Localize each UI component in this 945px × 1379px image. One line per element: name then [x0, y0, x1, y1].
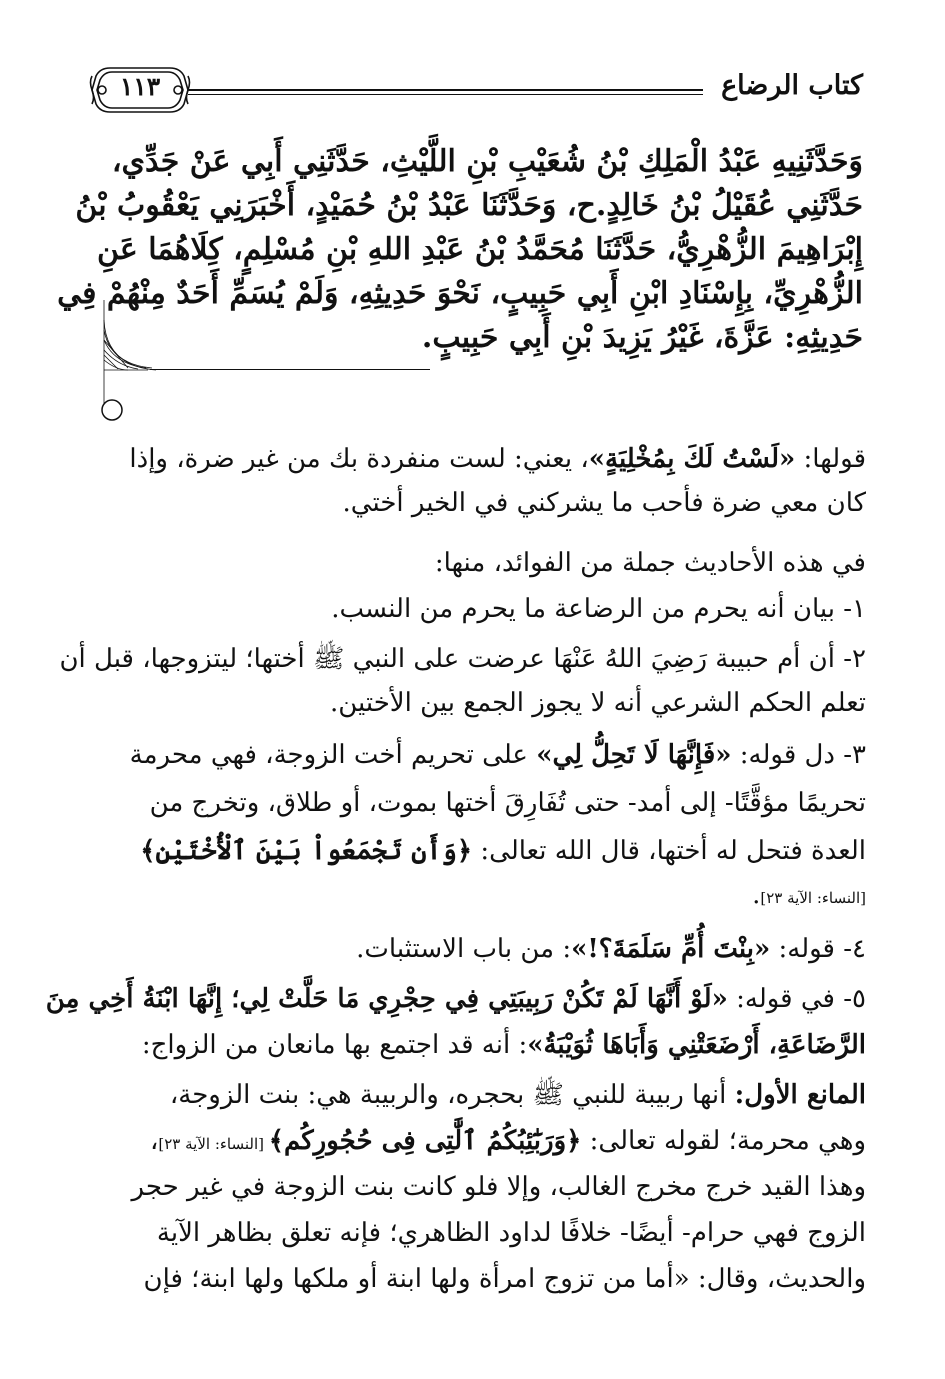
section-label: المانع الأول: — [734, 1080, 866, 1110]
text-segment: ٥- في قوله: — [727, 984, 866, 1014]
page-number: ١١٣ — [119, 72, 161, 101]
text-segment: قولها: — [795, 444, 866, 474]
quran-verse: ﴿وَرَبَٰٓئِبُكُمُ ٱلَّٰتِى فِى حُجُورِكُم﴾ — [268, 1126, 582, 1156]
chapter-title: كتاب الرضاع — [721, 70, 863, 101]
text-segment: ، يعني: لست منفردة بك من غير ضرة، وإذا — [129, 444, 589, 474]
list-item: ٢- أن أم حبيبة رَضِيَ اللهُ عَنْهَا عرضت على النبي ﷺ أختها؛ ليتزوجها، قبل أن — [59, 644, 866, 674]
text-segment: وهي محرمة؛ لقوله تعالى: — [581, 1126, 866, 1156]
text-segment: ، — [149, 1126, 159, 1156]
text-line — [129, 440, 866, 478]
verse-citation: [النساء: الآية ٢٣] — [158, 1135, 269, 1153]
list-item: ١- بيان أنه يحرم من الرضاعة ما يحرم من النسب. — [331, 594, 866, 624]
text-line — [140, 832, 866, 870]
text-segment: ٤- قوله: — [770, 934, 866, 964]
quoted-phrase: «فَإِنَّهَا لَا تَحِلُّ لِي» — [536, 740, 732, 770]
text-line — [752, 876, 866, 917]
hadith-line: إِبْرَاهِيمَ الزُّهْرِيُّ، حَدَّثَنَا مُحَمَّدُ بْنُ عَبْدِ اللهِ بْنِ مُسْلِمٍ، كِلَاهُمَا عَنِ — [97, 232, 863, 267]
quoted-phrase: الرَّضَاعَةِ، أَرْضَعَتْنِي وَأَبَاهَا ثُوَيْبَةُ» — [527, 1030, 866, 1060]
hadith-end-rule — [150, 369, 430, 370]
text-segment: : من باب الاستثبات. — [356, 934, 572, 964]
quoted-phrase: «لَوْ أَنَّهَا لَمْ تَكُنْ رَبِيبَتِي فِي حِجْرِي مَا حَلَّتْ لِي؛ إِنَّهَا ابْنَةُ أَخِي مِنَ — [45, 984, 728, 1014]
quoted-phrase: «بِنْتَ أُمِّ سَلَمَةَ؟!» — [571, 934, 771, 964]
list-item — [46, 980, 866, 1018]
hadith-line: الزُّهْرِيِّ، بِإِسْنَادِ ابْنِ أَبِي حَبِيبٍ، نَحْوَ حَدِيثِهِ، وَلَمْ يُسَمِّ أَحَدٌ مِنْهُمْ فِي — [57, 276, 863, 311]
text-line: في هذه الأحاديث جملة من الفوائد، منها: — [434, 548, 866, 578]
hadith-line: وَحَدَّثَنِيهِ عَبْدُ الْمَلِكِ بْنُ شُعَيْبِ بْنِ اللَّيْثِ، حَدَّثَنِي أَبِي عَنْ جَدِّي، — [111, 144, 863, 179]
hadith-line: حَدَّثَنِي عُقَيْلُ بْنُ خَالِدٍ.ح، وَحَدَّثَنَا عَبْدُ بْنُ حُمَيْدٍ، أَخْبَرَنِي يَعْقُوبُ بْنُ — [75, 188, 863, 223]
hadith-line: حَدِيثِهِ: عَزَّةَ، غَيْرُ يَزِيدَ بْنِ أَبِي حَبِيبٍ. — [421, 320, 863, 355]
text-line: والحديث، وقال: «أما من تزوج امرأة ولها ابنة أو ملكها ولها ابنة؛ فإن — [143, 1264, 866, 1294]
text-segment: : أنه قد اجتمع بها مانعان من الزواج: — [141, 1030, 528, 1060]
list-item — [130, 736, 866, 774]
text-line: كان معي ضرة فأحب ما يشركني في الخير أختي. — [342, 488, 866, 518]
text-line: الزوج فهي حرام- أيضًا- خلافًا لداود الظاهري؛ فإنه تعلق بظاهر الآية — [156, 1218, 866, 1248]
text-line — [150, 1122, 866, 1163]
page-header — [88, 62, 863, 118]
text-line: تحريمًا مؤقَّتًا- إلى أمد- حتى تُفَارِقَ أختها بموت، أو طلاق، وتخرج من — [149, 788, 866, 818]
quoted-phrase: «لَسْتُ لَكَ بِمُخْلِيَةٍ» — [588, 444, 796, 474]
text-segment: ٣- دل قوله: — [731, 740, 866, 770]
text-segment: العدة فتحل له أختها، قال الله تعالى: — [472, 836, 866, 866]
quran-verse: ﴿وَأَن تَجْمَعُواْ بَيْنَ ٱلْأُخْتَيْنِ﴾ — [140, 836, 473, 866]
list-item — [356, 930, 866, 968]
text-line: وهذا القيد خرج مخرج الغالب، وإلا فلو كانت بنت الزوجة في غير حجر — [131, 1172, 866, 1202]
header-rule — [188, 89, 703, 95]
text-segment: . — [752, 880, 761, 910]
text-line — [142, 1026, 866, 1064]
text-line — [170, 1076, 866, 1114]
text-segment: أنها ربيبة للنبي ﷺ بحجره، والربيبة هي: بنت الزوجة، — [169, 1080, 735, 1110]
text-segment: على تحريم أخت الزوجة، فهي محرمة — [129, 740, 537, 770]
text-line: تعلم الحكم الشرعي أنه لا يجوز الجمع بين الأختين. — [329, 688, 866, 718]
verse-citation: [النساء: الآية ٢٣] — [760, 889, 866, 907]
corner-ornament-icon — [98, 300, 158, 422]
